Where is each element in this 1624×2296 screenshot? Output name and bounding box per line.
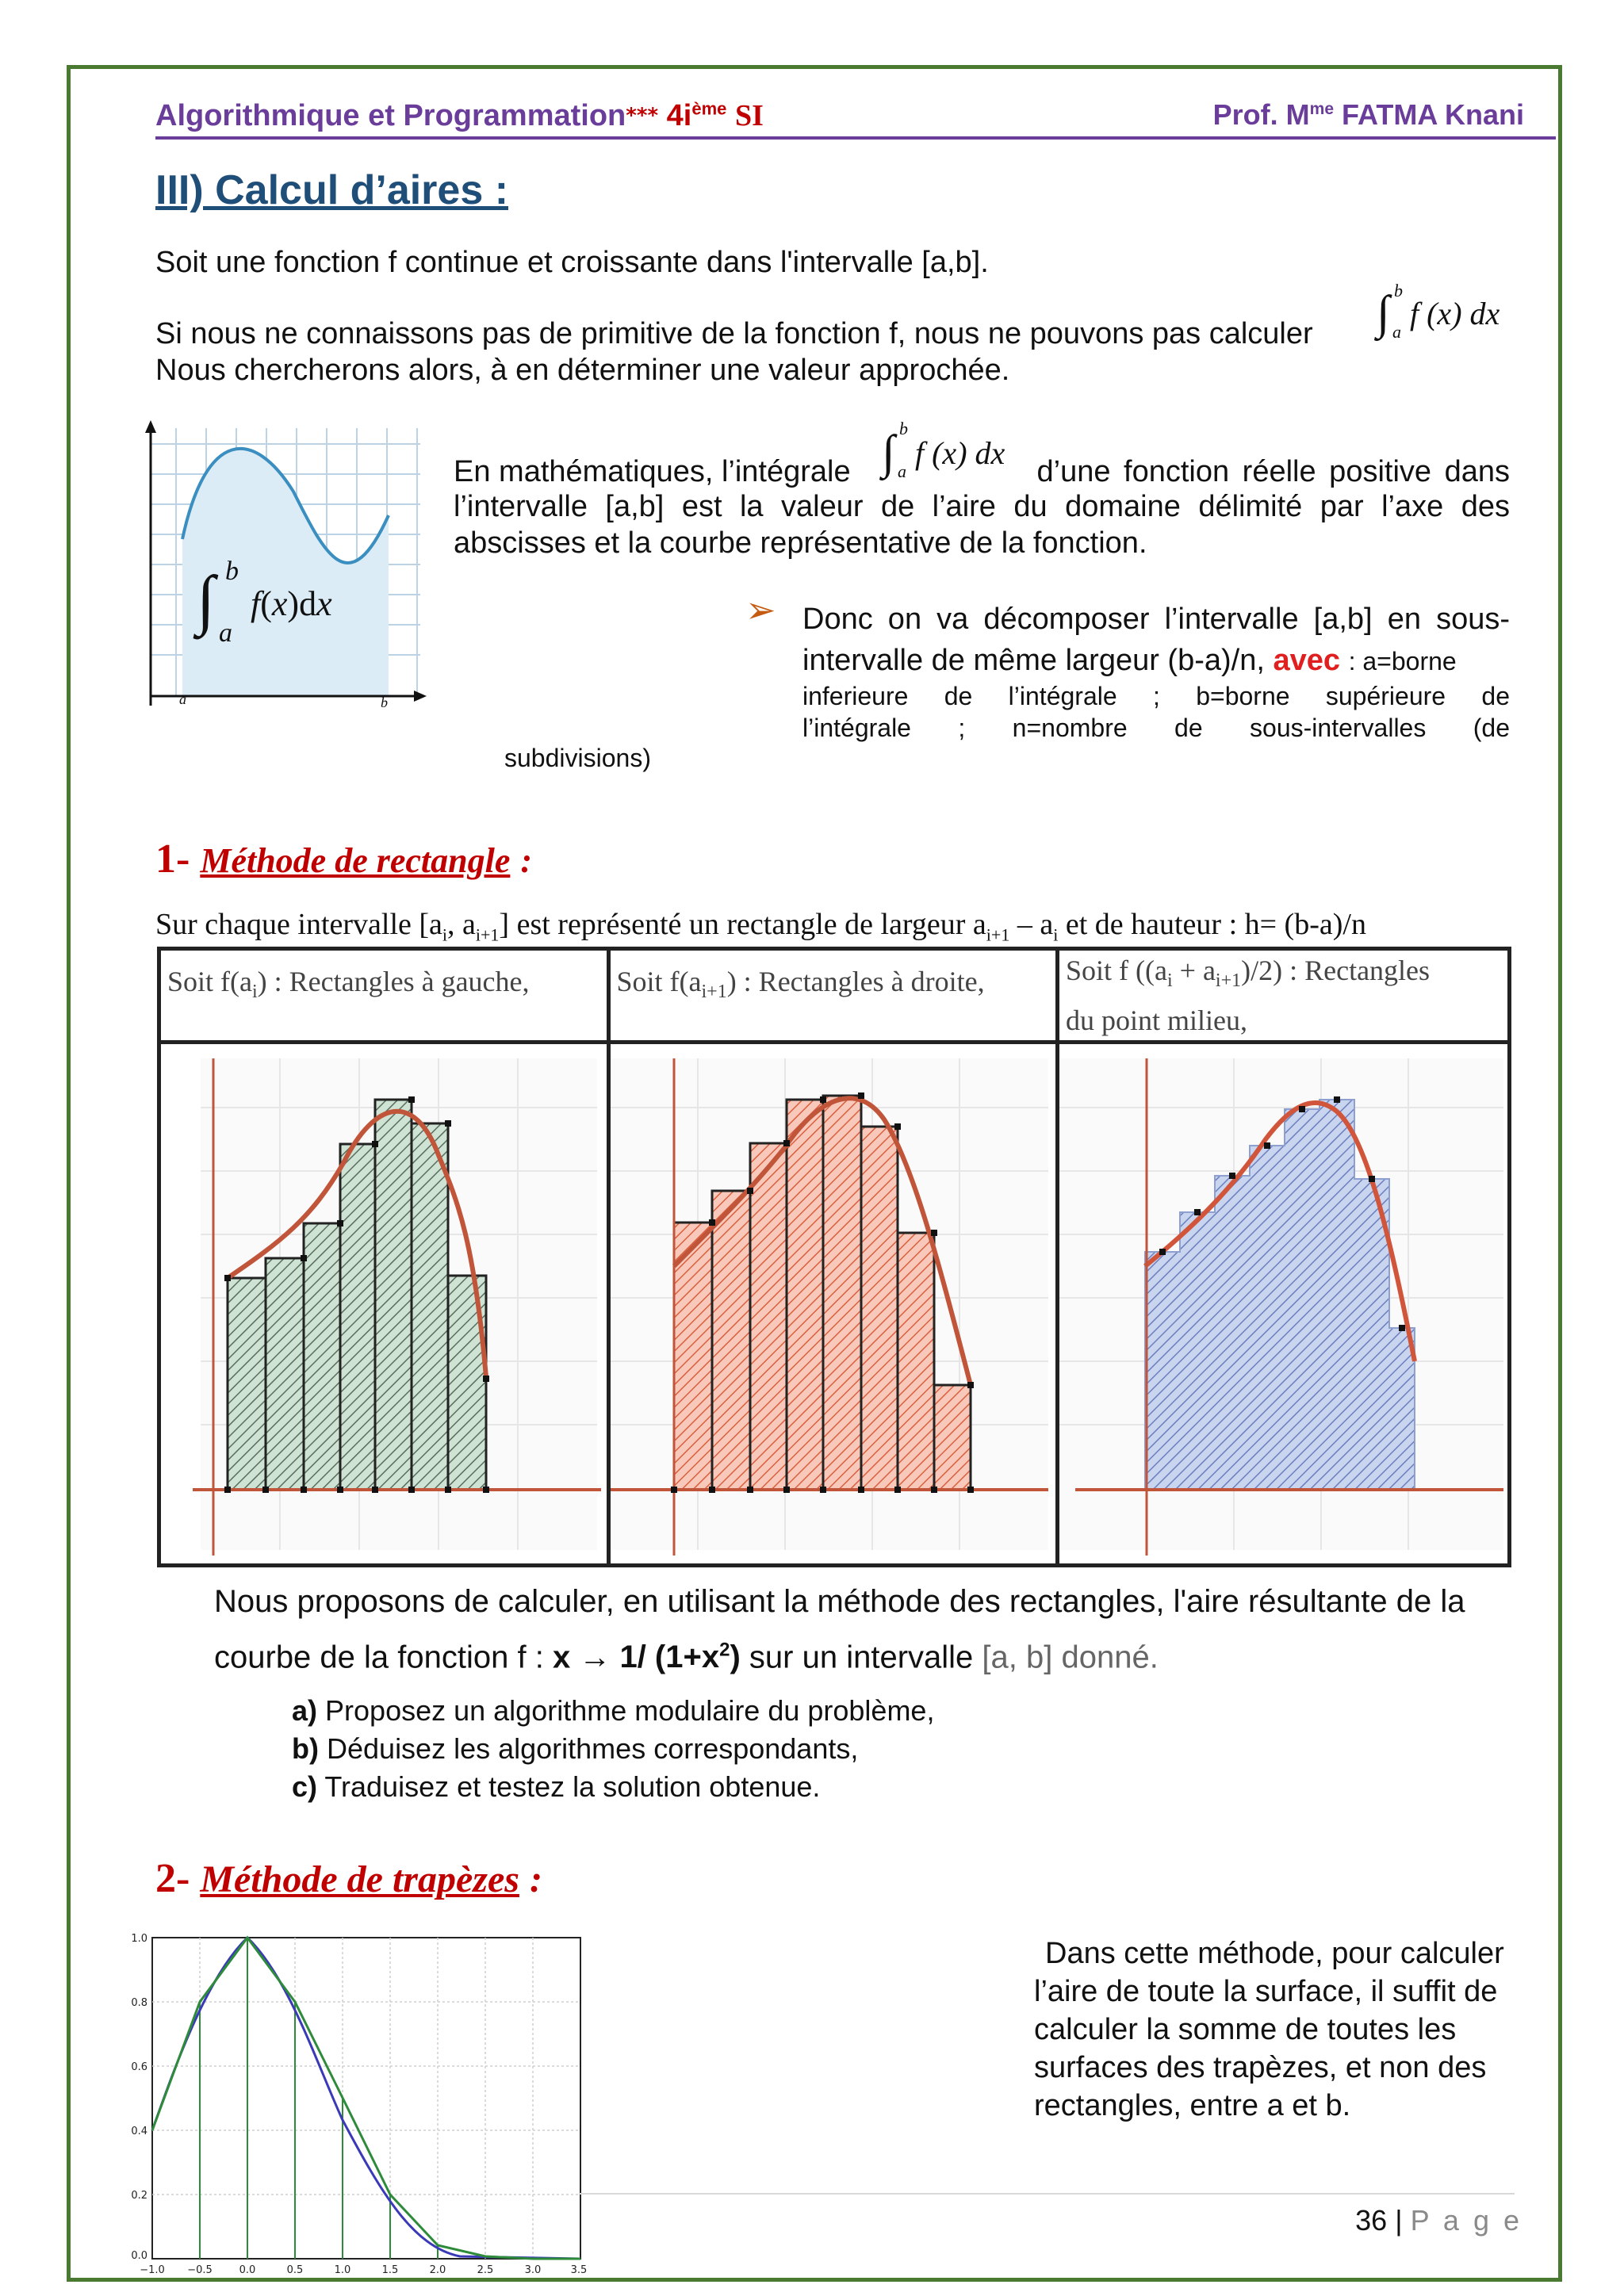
x-tick-2.5: 2.5 — [477, 2264, 494, 2276]
y-tick-0.6: 0.6 — [131, 2061, 147, 2073]
integral-figure-label: ∫ b a f(x)dx — [197, 557, 332, 648]
header-rule — [155, 136, 1556, 140]
questions-list — [292, 1692, 934, 1806]
bullet-line-5: subdivisions) — [504, 744, 651, 772]
x-tick-neg0.5: −0.5 — [187, 2264, 213, 2276]
bullet-line-2: intervalle de même largeur (b-a)/n, avec : a=borne — [802, 644, 1457, 677]
x-tick-1.0: 1.0 — [334, 2264, 351, 2276]
left-rectangles-figure — [161, 1044, 601, 1559]
right-rectangles-figure — [611, 1044, 1051, 1559]
method-2-text: Dans cette méthode, pour calculer l’aire de toute la surface, il suffit de calculer la somme de toutes les surfaces des trapèzes, et non des rectangles, entre a et b. — [1034, 1937, 1504, 2122]
column-header-right: Soit $f(a_{i+1})$ : Rectangles à droite, — [608, 949, 1058, 1043]
column-header-midpoint: Soit f $((a_i + a_{i+1})/2)$ : Rectangles du point milieu, — [1058, 949, 1510, 1043]
footer-rule — [579, 2193, 1515, 2195]
integral-expression-2: ∫ b a f (x) dx — [882, 419, 1005, 481]
method-2-heading: 2- Méthode de trapèzes : — [155, 1856, 542, 1901]
definition-body: l’intervalle [a,b] est la valeur de l’aire du domaine délimité par l’axe des abscisses et la courbe représentative de la fonction. — [454, 490, 1510, 560]
proposal-line-2: courbe de la fonction f : x → 1/ $(1+x^2)$ sur un intervalle [a, b] donné. — [214, 1640, 1159, 1675]
question-a: a) Proposez un algorithme modulaire du problème, — [292, 1694, 935, 1727]
page-number: 36 | P a g e — [1355, 2204, 1522, 2237]
x-tick-neg1.0: −1.0 — [140, 2264, 165, 2276]
method-1-heading: 1- Méthode de rectangle : — [155, 836, 533, 882]
y-tick-0.8: 0.8 — [131, 1997, 147, 2009]
intro-line-1: Soit une fonction f continue et croissante dans l'intervalle [a,b]. — [155, 246, 989, 279]
axis-label-b: b — [381, 695, 388, 710]
bullet-line-1: Donc on va décomposer l’intervalle [a,b] en sous- — [802, 603, 1510, 636]
definition-line-1: En mathématiques, l’intégrale — [454, 455, 851, 488]
proposal-line-1: Nous proposons de calculer, en utilisant la méthode des rectangles, l'aire résultante de la — [214, 1584, 1465, 1619]
header-title: Algorithmique et Programmation*** $4i^{ème}$ SI — [155, 98, 764, 132]
y-tick-0.2: 0.2 — [131, 2190, 147, 2202]
y-tick-1.0: 1.0 — [131, 1933, 147, 1945]
x-tick-0.0: 0.0 — [239, 2264, 256, 2276]
x-tick-3.0: 3.0 — [524, 2264, 542, 2276]
method-1-description: Sur chaque intervalle [$a_i$, $a_{i+1}$] est représenté un rectangle de largeur $a_{i+1} - a_i$ et de hauteur : h= (b-a)/n — [155, 908, 1366, 945]
intro-line-3: Nous chercherons alors, à en déterminer une valeur approchée. — [155, 354, 1010, 387]
x-tick-2.0: 2.0 — [429, 2264, 446, 2276]
intro-line-2: Si nous ne connaissons pas de primitive de la fonction f, nous ne pouvons pas calculer — [155, 317, 1313, 350]
x-tick-1.5: 1.5 — [381, 2264, 399, 2276]
midpoint-rectangles-figure — [1059, 1044, 1507, 1559]
left-rectangles-cell — [159, 1043, 609, 1566]
x-tick-0.5: 0.5 — [286, 2264, 304, 2276]
integral-expression-1: ∫ b a f (x) dx — [1377, 281, 1500, 342]
midpoint-rectangles-cell — [1058, 1043, 1510, 1566]
trapezoid-chart — [119, 1930, 595, 2279]
right-rectangles-cell — [608, 1043, 1058, 1566]
definition-line-1-end: d’une fonction réelle positive dans — [1036, 455, 1510, 488]
rectangle-methods-table — [157, 947, 1511, 1567]
column-header-left: Soit $f(a_i)$ : Rectangles à gauche, — [159, 949, 609, 1043]
section-title: III) Calcul d’aires : — [155, 167, 509, 213]
y-tick-0.0: 0.0 — [131, 2250, 147, 2262]
x-tick-3.5: 3.5 — [570, 2264, 588, 2276]
axis-label-a: a — [179, 691, 186, 707]
header-author: Prof. $M^{me}$ FATMA Knani — [1212, 98, 1524, 131]
bullet-line-3: inferieure de l’intégrale ; b=borne supérieure de — [802, 682, 1510, 710]
arrow-bullet-icon: ➢ — [745, 589, 776, 630]
bullet-line-4: l’intégrale ; n=nombre de sous-intervalles (de — [802, 714, 1510, 742]
y-tick-0.4: 0.4 — [131, 2126, 147, 2137]
question-c: c) Traduisez et testez la solution obtenue. — [292, 1770, 821, 1803]
question-b: b) Déduisez les algorithmes correspondants, — [292, 1732, 859, 1765]
